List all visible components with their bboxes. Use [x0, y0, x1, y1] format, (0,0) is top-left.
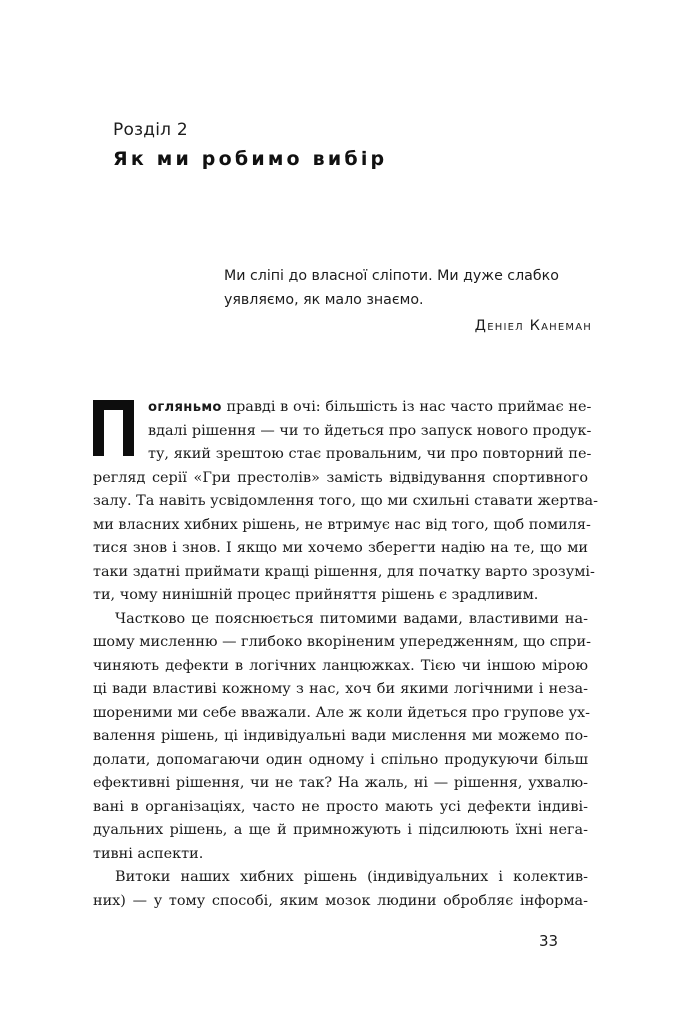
text-line: шому мисленню — глибоко вкоріненим упередженням, що спри-: [93, 634, 591, 650]
text-line: таки здатні приймати кращі рішення, для початку варто зрозумі-: [93, 563, 595, 580]
text-line: дуальних рішень, а ще й примножують і підсилюють їхні нега-: [93, 822, 588, 838]
text-line: залу. Та навіть усвідомлення того, що ми схильні ставати жертва-: [93, 493, 598, 509]
lead-word: огляньмо: [148, 400, 222, 415]
text-line: тися знов і знов. І якщо ми хочемо зберегти надію на те, що ми: [93, 540, 588, 556]
text-line: ту, який зрештою стає провальним, чи про повторний пе-: [148, 446, 592, 462]
text-line: Витоки наших хибних рішень (індивідуальних і колектив-: [115, 869, 588, 885]
text-line: них) — у тому способі, яким мозок людини обробляє інформа-: [93, 892, 588, 909]
text-line: огляньмо правді в очі: більшість із нас часто приймає не-: [148, 399, 592, 415]
chapter-title: Як ми робимо вибір: [113, 148, 388, 170]
text-line: шореними ми себе вважали. Але ж коли йдеться про групове ух-: [93, 704, 591, 721]
text-line: ці вади властиві кожному з нас, хоч би якими логічними і неза-: [93, 681, 588, 697]
drop-cap-lines: [148, 396, 591, 467]
text-line: вдалі рішення — чи то йдеться про запуск нового продук-: [148, 422, 592, 439]
epigraph-line: уявляємо, як мало знаємо.: [224, 292, 424, 308]
page-number: 33: [539, 932, 559, 950]
text-line: чиняють дефекти в логічних ланцюжках. Тією чи іншою мірою: [93, 657, 588, 674]
text-line: долати, допомагаючи один одному і спільно продукуючи більш: [93, 751, 588, 768]
epigraph: [224, 264, 592, 338]
epigraph-line: Ми сліпі до власної сліпоти. Ми дуже слабко: [224, 268, 559, 284]
drop-cap: [93, 400, 134, 456]
text-line: ефективні рішення, чи не так? На жаль, ні — рішення, ухвалю-: [93, 775, 588, 791]
paragraph-1-opening: [93, 396, 592, 467]
text-line: ти, чому нинішній процес прийняття рішень є зрадливим.: [93, 587, 539, 603]
epigraph-author: Деніел Канеман: [474, 318, 592, 334]
text-line: валення рішень, ці індивідуальні вади мислення ми можемо по-: [93, 728, 588, 744]
text-line: регляд серії «Гри престолів» замість відвідування спортивного: [93, 469, 588, 486]
text-line: Частково це пояснюється питомими вадами, властивими на-: [115, 610, 588, 627]
paragraph-3: [93, 866, 588, 913]
text-line: тивні аспекти.: [93, 845, 204, 862]
paragraph-1-rest: [93, 467, 598, 608]
text-line: ми власних хибних рішень, не втримує нас від того, щоб помиля-: [93, 516, 591, 533]
text-line: вані в організаціях, часто не просто мають усі дефекти індиві-: [93, 798, 588, 815]
chapter-label: Розділ 2: [113, 120, 188, 140]
body-text: [93, 396, 598, 913]
paragraph-2: [93, 608, 591, 867]
